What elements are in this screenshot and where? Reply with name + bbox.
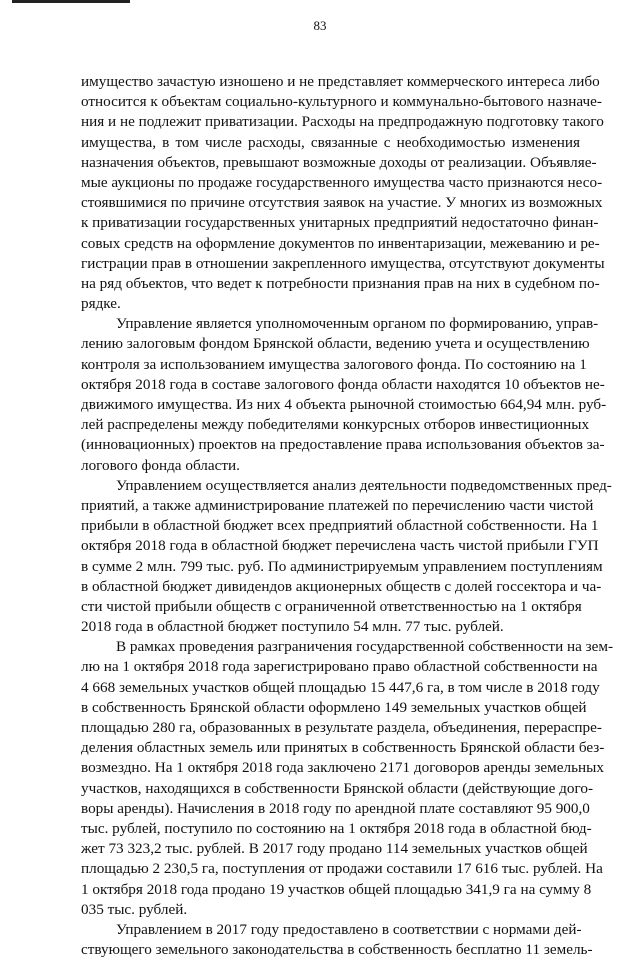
text-line: площадью 2 230,5 га, поступления от продажи составили 17 616 тыс. рублей. На [81, 860, 603, 878]
text-line: гистрации прав в отношении закрепленного имущества, отсутствуют документы [81, 254, 605, 272]
text-line: в областной бюджет дивидендов акционерных обществ с долей госсектора и ча- [81, 577, 602, 595]
text-line: тыс. рублей, поступило по состоянию на 1 октября 2018 года в областной бюд- [81, 819, 592, 837]
text-line: участков, находящихся в собственности Брянской области (действующие дого- [81, 779, 593, 797]
text-line: прибыли в областной бюджет всех предприятий областной собственности. На 1 [81, 517, 599, 535]
text-line: ствующего земельного законодательства в собственность бесплатно 11 земель- [81, 941, 593, 959]
text-line: мые аукционы по продаже государственного имущества часто признаются несо- [81, 173, 603, 191]
text-line: деления областных земель или принятых в собственность Брянской области без- [81, 739, 605, 757]
text-line: относится к объектам социально-культурного и коммунально-бытового назначе- [81, 93, 602, 111]
text-line: в собственность Брянской области оформлено 149 земельных участков общей [81, 698, 587, 716]
text-line: возмездно. На 1 октября 2018 года заключено 2171 договоров аренды земельных [81, 759, 604, 777]
text-line: 2018 года в областной бюджет поступило 54 млн. 77 тыс. рублей. [81, 618, 504, 636]
text-line: В рамках проведения разграничения государственной собственности на зем- [116, 638, 614, 656]
text-line: октября 2018 года в составе залогового фонда области находятся 10 объектов не- [81, 375, 605, 393]
body-text [81, 72, 614, 960]
text-line: лению залоговым фондом Брянской области, ведению учета и осуществлению [81, 335, 590, 353]
text-line: контроля за использованием имущества залогового фонда. По состоянию на 1 [81, 355, 587, 373]
text-line: ния и не подлежит приватизации. Расходы на предпродажную подготовку такого [81, 113, 604, 131]
text-line: совых средств на оформление документов по инвентаризации, межеванию и ре- [81, 234, 600, 252]
text-line: сти чистой прибыли обществ с ограниченной ответственностью на 1 октября [81, 597, 582, 615]
text-line: к приватизации государственных унитарных предприятий недостаточно финан- [81, 214, 599, 232]
text-line: лю на 1 октября 2018 года зарегистрировано право областной собственности на [81, 658, 598, 676]
page-number: 83 [313, 18, 327, 33]
text-line: 035 тыс. рублей. [81, 900, 188, 918]
text-line: (инновационных) проектов на предоставление права использования объектов за- [81, 436, 605, 454]
text-line: площадью 280 га, образованных в результате раздела, объединения, перераспре- [81, 719, 602, 736]
text-line: Управление является уполномоченным органом по формированию, управ- [116, 315, 599, 333]
text-line: 1 октября 2018 года продано 19 участков общей площадью 341,9 га на сумму 8 [81, 880, 592, 898]
text-line: имущества, в том числе расходы, связанные с необходимостью изменения [81, 133, 580, 151]
text-line: на ряд объектов, что ведет к потребности признания прав на них в судебном по- [81, 274, 600, 292]
text-line: движимого имущества. Из них 4 объекта рыночной стоимостью 664,94 млн. руб- [81, 396, 607, 413]
text-line: приятий, а также администрирование платежей по перечислению части чистой [81, 496, 594, 514]
text-line: логового фонда области. [81, 456, 240, 474]
text-line: жет 73 323,2 тыс. рублей. В 2017 году продано 114 земельных участков общей [81, 840, 588, 858]
text-line: назначения объектов, превышают возможные доходы от реализации. Объявляе- [81, 153, 597, 171]
text-line: стоявшимися по причине отсутствия заявок на участие. У многих из возможных [81, 194, 603, 212]
text-line: октября 2018 года в областной бюджет перечислена часть чистой прибыли ГУП [81, 537, 599, 555]
text-line: 4 668 земельных участков общей площадью 15 447,6 га, в том числе в 2018 году [81, 678, 600, 696]
text-line: Управлением в 2017 году предоставлено в соответствии с нормами дей- [116, 920, 582, 938]
text-line: лей распределены между победителями конкурсных отборов инвестиционных [81, 416, 590, 434]
text-line: рядке. [81, 295, 121, 313]
text-line: имущество зачастую изношено и не представляет коммерческого интереса либо [81, 73, 600, 90]
text-line: в сумме 2 млн. 799 тыс. руб. По администрируемым управлением поступлениям [81, 557, 603, 575]
text-line: Управлением осуществляется анализ деятельности подведомственных пред- [116, 476, 612, 494]
scan-edge-mark [12, 0, 130, 3]
text-line: воры аренды). Начисления в 2018 году по арендной плате составляют 95 900,0 [81, 799, 590, 817]
